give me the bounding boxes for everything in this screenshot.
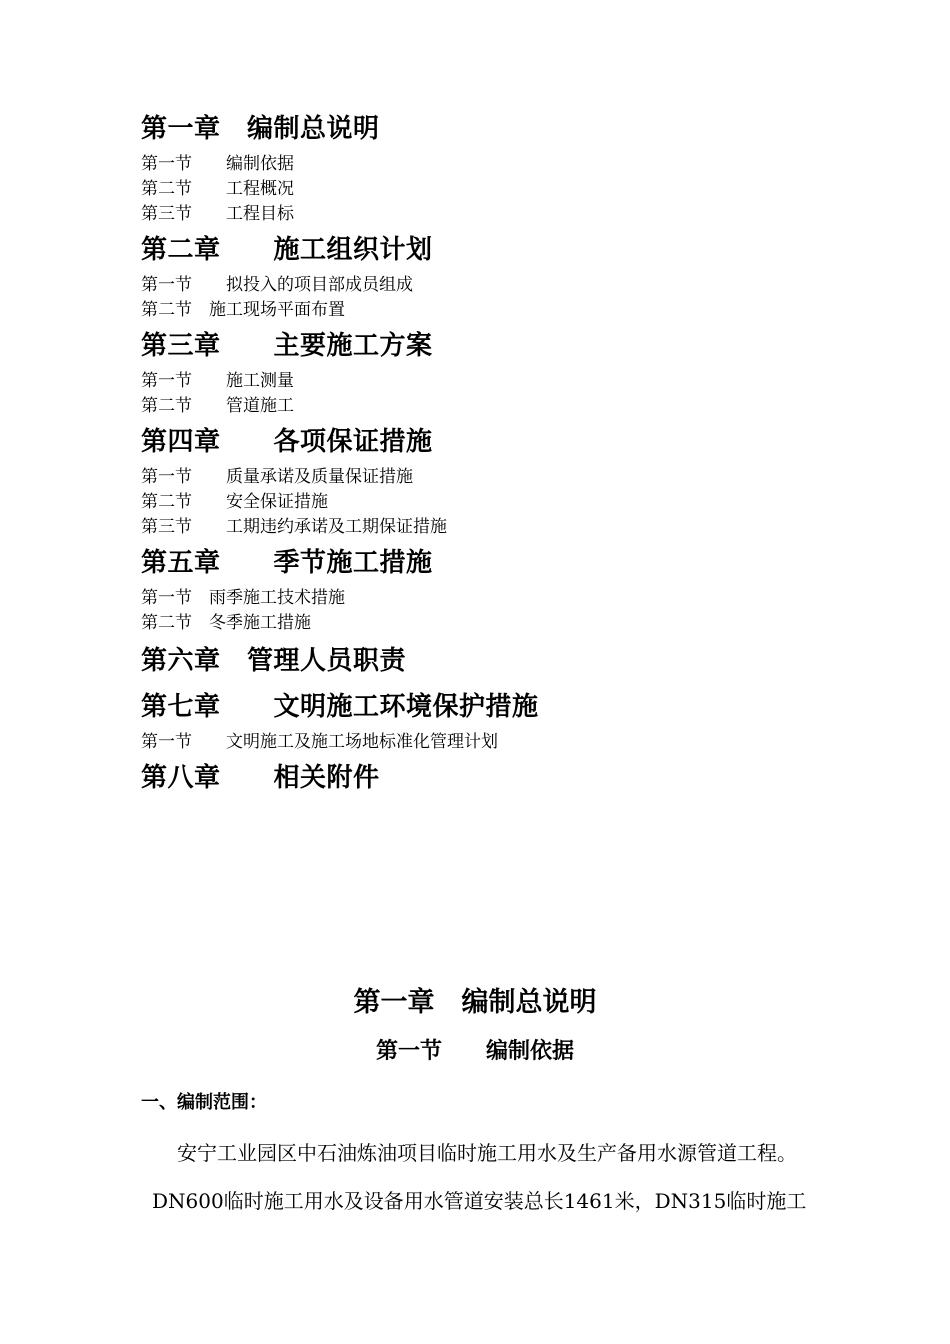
toc-chapter-4 (141, 425, 901, 540)
section-entry: 第一节 施工测量 (141, 371, 294, 391)
chapter-heading: 第八章 相关附件 (141, 763, 380, 793)
chapter-heading: 第三章 主要施工方案 (141, 331, 433, 361)
table-of-contents (141, 112, 901, 795)
paragraph: 安宁工业园区中石油炼油项目临时施工用水及生产备用水源管道工程。 (177, 1141, 797, 1165)
chapter-heading: 第六章 管理人员职责 (141, 646, 407, 676)
section-entry: 第一节 雨季施工技术措施 (141, 588, 345, 608)
chapter-title: 第一章 编制总说明 (353, 987, 597, 1018)
chapter-heading: 第一章 编制总说明 (141, 114, 380, 144)
section-entry: 第二节 冬季施工措施 (141, 613, 311, 633)
section-entry: 第三节 工程目标 (141, 204, 294, 224)
section-entry: 第一节 文明施工及施工场地标准化管理计划 (141, 732, 498, 752)
section-entry: 第一节 质量承诺及质量保证措施 (141, 467, 413, 487)
section-entry: 第一节 编制依据 (141, 154, 294, 174)
section-title: 第一节 编制依据 (375, 1039, 574, 1064)
section-entry: 第一节 拟投入的项目部成员组成 (141, 275, 413, 295)
chapter-heading: 第四章 各项保证措施 (141, 427, 433, 457)
toc-chapter-2 (141, 233, 901, 323)
chapter-heading: 第五章 季节施工措施 (141, 548, 433, 578)
toc-chapter-5 (141, 546, 901, 636)
section-entry: 第二节 安全保证措施 (141, 492, 328, 512)
section-entry: 第三节 工期违约承诺及工期保证措施 (141, 517, 447, 537)
toc-chapter-1 (141, 112, 901, 227)
chapter-heading: 第二章 施工组织计划 (141, 235, 433, 265)
toc-chapter-6 (141, 644, 901, 678)
section-entry: 第二节 施工现场平面布置 (141, 300, 345, 320)
toc-chapter-3 (141, 329, 901, 419)
toc-chapter-7 (141, 690, 901, 755)
section-entry: 第二节 工程概况 (141, 179, 294, 199)
chapter-heading: 第七章 文明施工环境保护措施 (141, 692, 539, 722)
toc-chapter-8 (141, 761, 901, 795)
subheading: 一、编制范围： (141, 1092, 267, 1113)
paragraph: DN600临时施工用水及设备用水管道安装总长1461米，DN315临时施工 (152, 1189, 807, 1213)
section-entry: 第二节 管道施工 (141, 396, 294, 416)
